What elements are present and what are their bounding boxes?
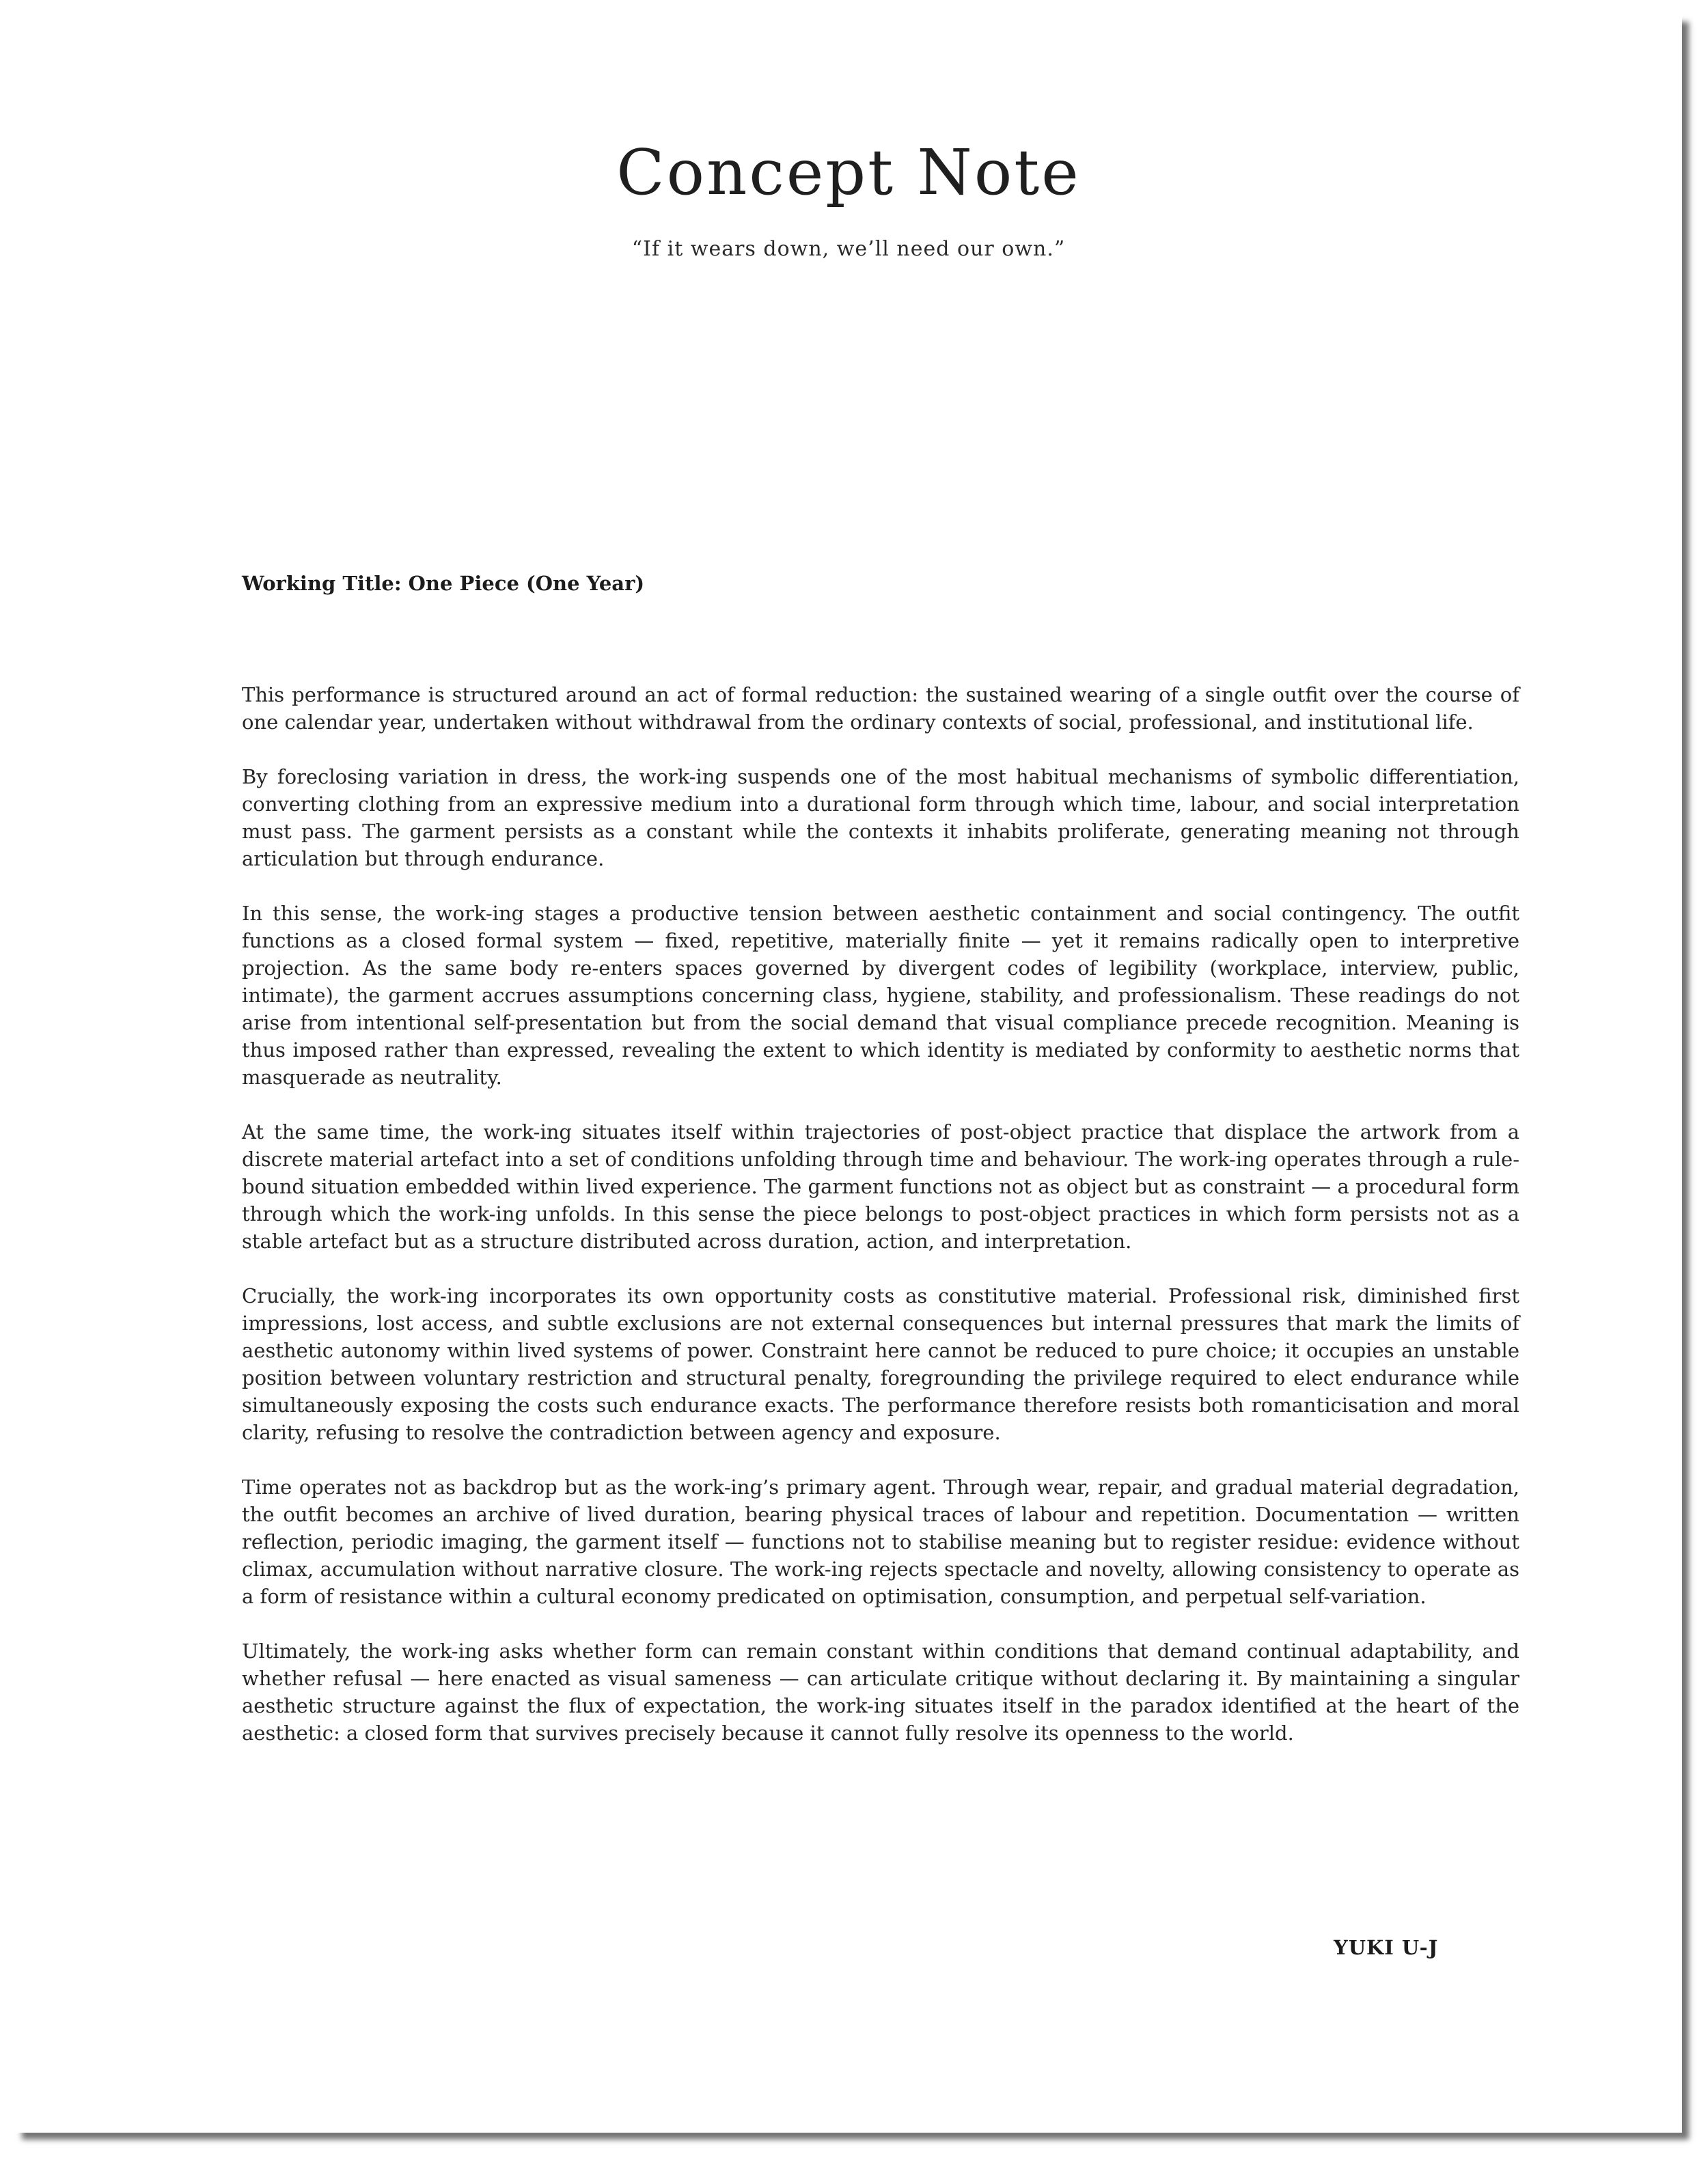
author-signature: YUKI U-J (1334, 1936, 1439, 1959)
page-title: Concept Note (616, 136, 1081, 209)
paragraph: Crucially, the work-ing incorporates its own opportunity costs as constitutive material. Professional risk, diminished first impressions, lost access, and subtle exclusions are not external consequences but internal pressures that mark the limits of aesthetic autonomy within lived systems of power. Constraint here cannot be reduced to pure choice; it occupies an unstable position between voluntary restriction and structural penalty, foregrounding the privilege required to elect endurance while simultaneously exposing the costs such endurance exacts. The performance therefore resists both romanticisation and moral clarity, refusing to resolve the contradiction between agency and exposure. (242, 1284, 1519, 1444)
paragraph: At the same time, the work-ing situates itself within trajectories of post-object practice that displace the artwork from a discrete material artefact into a set of conditions unfolding through time and behaviour. The work-ing operates through a rule-bound situation embedded within lived experience. The garment functions not as object but as constraint — a procedural form through which the work-ing unfolds. In this sense the piece belongs to post-object practices in which form persists not as a stable artefact but as a structure distributed across duration, action, and interpretation. (242, 1120, 1519, 1253)
body-text (242, 681, 1519, 1774)
paragraph: Time operates not as backdrop but as the work-ing’s primary agent. Through wear, repair, and gradual material degradation, the outfit becomes an archive of lived duration, bearing physical traces of labour and repetition. Documentation — written reflection, periodic imaging, the garment itself — functions not to stabilise meaning but to register residue: evidence without climax, accumulation without narrative closure. The work-ing rejects spectacle and novelty, allowing consistency to operate as a form of resistance within a cultural economy predicated on optimisation, consumption, and perpetual self-variation. (242, 1476, 1519, 1608)
epigraph-quote: “If it wears down, we’ll need our own.” (631, 237, 1066, 261)
working-title: Working Title: One Piece (One Year) (242, 572, 645, 595)
paragraph: In this sense, the work-ing stages a productive tension between aesthetic containment and social contingency. The outfit functions as a closed formal system — fixed, repetitive, materially finite — yet it remains radically open to interpretive projection. As the same body re-enters spaces governed by divergent codes of legibility (workplace, interview, public, intimate), the garment accrues assumptions concerning class, hygiene, stability, and professionalism. These readings do not arise from intentional self-presentation but from the social demand that visual compliance precede recognition. Meaning is thus imposed rather than expressed, revealing the extent to which identity is mediated by conformity to aesthetic norms that masquerade as neutrality. (242, 902, 1519, 1089)
paragraph: By foreclosing variation in dress, the work-ing suspends one of the most habitual mechanisms of symbolic differentiation, converting clothing from an expressive medium into a durational form through which time, labour, and social interpretation must pass. The garment persists as a constant while the contexts it inhabits proliferate, generating meaning not through articulation but through endurance. (242, 765, 1519, 870)
paragraph: Ultimately, the work-ing asks whether form can remain constant within conditions that demand continual adaptability, and whether refusal — here enacted as visual sameness — can articulate critique without declaring it. By maintaining a singular aesthetic structure against the flux of expectation, the work-ing situates itself in the paradox identified at the heart of the aesthetic: a closed form that survives precisely because it cannot fully resolve its openness to the world. (242, 1639, 1519, 1745)
paragraph: This performance is structured around an act of formal reduction: the sustained wearing of a single outfit over the course of one calendar year, undertaken without withdrawal from the ordinary contexts of social, professional, and institutional life. (242, 683, 1519, 734)
document-page (15, 15, 1682, 2133)
